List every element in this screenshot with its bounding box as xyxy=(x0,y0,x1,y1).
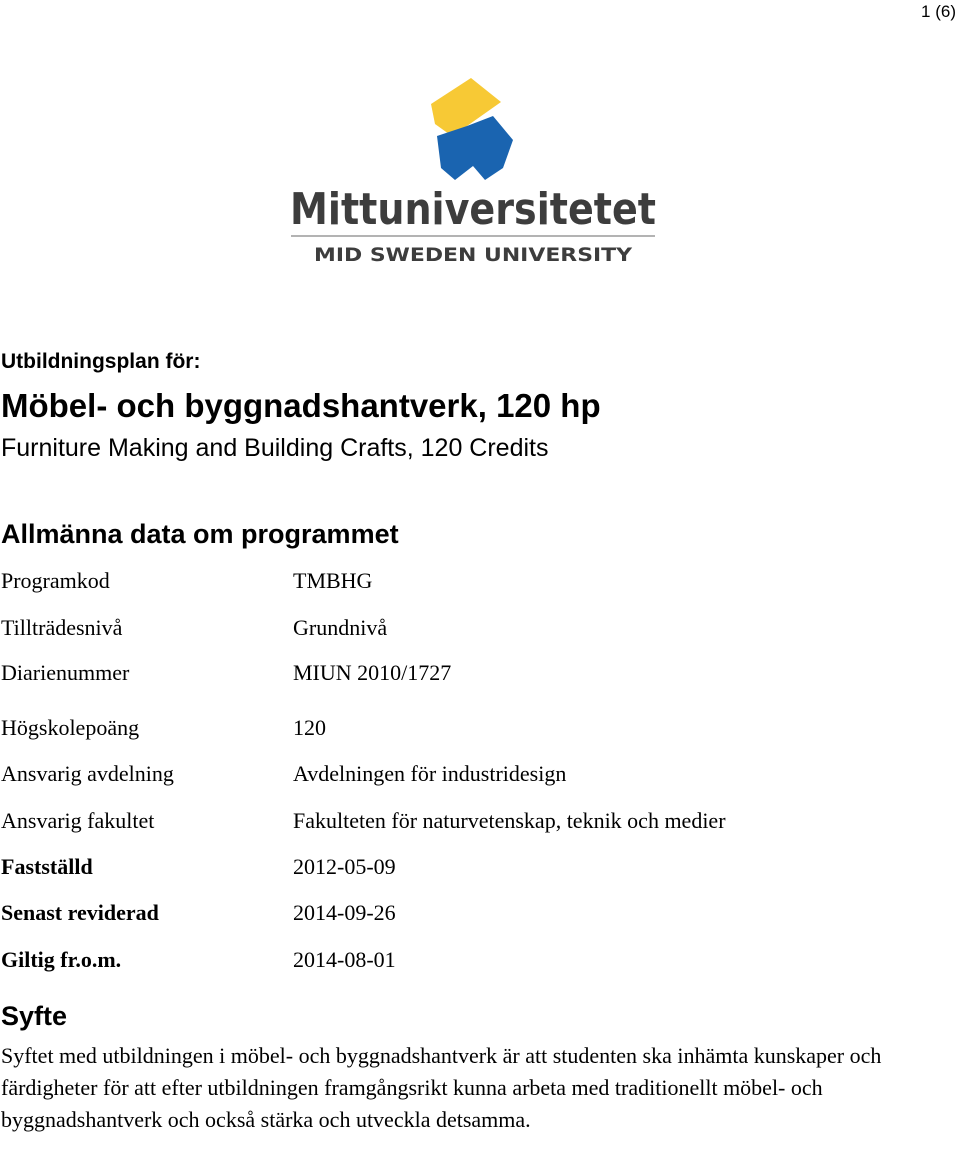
field-diarienummer xyxy=(1,657,901,689)
field-hogskolepoang xyxy=(1,712,901,744)
field-ansvarig-avdelning xyxy=(1,758,901,790)
field-value: 2014-09-26 xyxy=(293,900,396,925)
field-label: Högskolepoäng xyxy=(1,715,140,740)
page-number: 1 (6) xyxy=(921,2,956,21)
syfte-paragraph: Syftet med utbildningen i möbel- och byggnadshantverk är att studenten ska inhämta kunskaper och färdigheter för att efter utbildningen framgångsrikt kunna arbeta med traditionellt möbel- och byggnadshantverk och också stärka och utveckla detsamma. xyxy=(1,1043,882,1132)
program-title: Möbel- och byggnadshantverk, 120 hp xyxy=(1,387,601,424)
field-value: 120 xyxy=(293,715,326,740)
field-programkod xyxy=(1,565,901,597)
logo-icon xyxy=(287,76,659,266)
field-value: 2012-05-09 xyxy=(293,854,396,879)
field-label: Diarienummer xyxy=(1,660,130,685)
field-value: Fakulteten för naturvetenskap, teknik och medier xyxy=(293,808,726,833)
field-value: TMBHG xyxy=(293,568,373,593)
logo-name: Mittuniversitetet xyxy=(290,184,656,235)
field-ansvarig-fakultet xyxy=(1,805,901,837)
field-value: Avdelningen för industridesign xyxy=(293,761,567,786)
general-data-heading: Allmänna data om programmet xyxy=(1,519,399,549)
field-value: Grundnivå xyxy=(293,615,388,640)
syfte-heading: Syfte xyxy=(1,1001,68,1031)
field-label: Tillträdesnivå xyxy=(1,615,123,640)
field-label: Giltig fr.o.m. xyxy=(1,947,122,972)
field-label: Fastställd xyxy=(1,854,93,879)
field-tilltradesniva xyxy=(1,612,901,644)
field-giltig-from xyxy=(1,944,901,976)
university-logo xyxy=(287,76,659,266)
field-value: MIUN 2010/1727 xyxy=(293,660,452,685)
field-value: 2014-08-01 xyxy=(293,947,396,972)
plan-label: Utbildningsplan för: xyxy=(1,350,201,373)
field-label: Ansvarig avdelning xyxy=(1,761,174,786)
field-label: Ansvarig fakultet xyxy=(1,808,155,833)
field-faststalld xyxy=(1,851,901,883)
field-senast-reviderad xyxy=(1,897,901,929)
program-subtitle: Furniture Making and Building Crafts, 120 Credits xyxy=(1,434,549,462)
logo-tagline: MID SWEDEN UNIVERSITY xyxy=(314,244,633,266)
field-label: Senast reviderad xyxy=(1,900,159,925)
field-label: Programkod xyxy=(1,568,110,593)
